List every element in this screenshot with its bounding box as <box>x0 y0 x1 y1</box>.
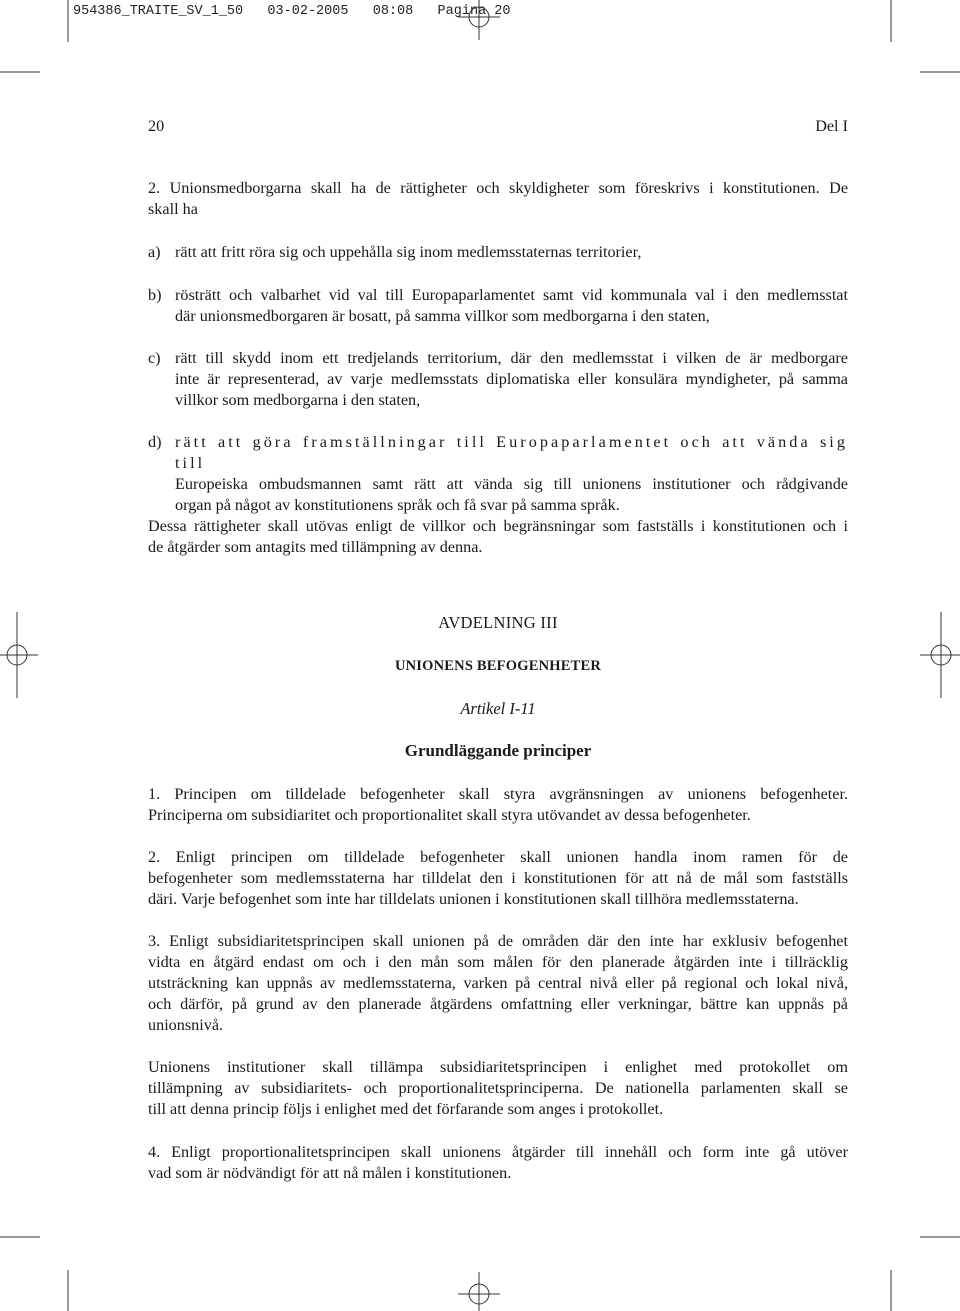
paragraph-line: utsträckning kan uppnås av medlemsstaterna, varken på central nivå eller på regional och lokal nivå, <box>148 974 848 992</box>
list-item-label: c) <box>148 349 161 367</box>
list-item-line: inte är representerad, av varje medlemsstats diplomatiska eller konsulära myndigheter, på samma <box>175 370 848 388</box>
list-item-label: b) <box>148 286 162 304</box>
list-item-label: d) <box>148 433 162 451</box>
paragraph-line: tillämpning av subsidiaritets- och proportionalitetsprinciperna. De nationella parlamenten skall se <box>148 1079 848 1097</box>
article-number: Artikel I-11 <box>460 699 536 718</box>
paragraph-line: skall ha <box>148 200 198 218</box>
list-item-line: rätt att fritt röra sig och uppehålla sig inom medlemsstaternas territorier, <box>175 243 642 261</box>
paragraph-line: 4. Enligt proportionalitetsprincipen skall unionens åtgärder till innehåll och form inte gå utöver <box>148 1143 848 1161</box>
paragraph-line: 2. Enligt principen om tilldelade befogenheter skall unionen handla inom ramen för de <box>148 848 848 866</box>
paragraph-line: till att denna princip följs i enlighet med det förfarande som anges i protokollet. <box>148 1100 664 1118</box>
article-paragraph-2 <box>148 847 848 910</box>
list-item-line: rätt att göra framställningar till Europaparlamentet och att vända sig till <box>175 433 848 472</box>
paragraph-line: Principerna om subsidiaritet och proportionalitet skall styra utövandet av dessa befogenheter. <box>148 806 751 824</box>
paragraph-line: unionsnivå. <box>148 1016 224 1034</box>
paragraph-line: och därför, på grund av den planerade åtgärdens omfattning eller verkningar, bättre kan uppnås på <box>148 995 848 1013</box>
paragraph-line: Unionens institutioner skall tillämpa subsidiaritetsprincipen i enlighet med protokollet om <box>148 1058 848 1076</box>
list-item-label: a) <box>148 243 161 261</box>
paragraph-line: befogenheter som medlemsstaterna har tilldelat den i konstitutionen för att nå de mål som fastställs <box>148 869 848 887</box>
article-paragraph-3 <box>148 931 848 1036</box>
list-item-line: organ på något av konstitutionens språk och få svar på samma språk. <box>175 496 620 514</box>
chapter-title: UNIONENS BEFOGENHETER <box>394 658 602 674</box>
paragraph-line: 2. Unionsmedborgarna skall ha de rättigheter och skyldigheter som föreskrivs i konstitutionen. De <box>148 179 848 197</box>
article-paragraph-1 <box>148 784 848 826</box>
page-number: 20 <box>148 117 165 135</box>
running-header <box>148 116 848 137</box>
paragraph-line: vad som är nödvändigt för att nå målen i konstitutionen. <box>148 1164 512 1182</box>
paragraph-line: de åtgärder som antagits med tillämpning av denna. <box>148 538 483 556</box>
paragraph-line: 1. Principen om tilldelade befogenheter skall styra avgränsningen av unionens befogenheter. <box>148 785 848 803</box>
list-item-line: där unionsmedborgaren är bosatt, på samma villkor som medborgarna i den staten, <box>175 307 710 325</box>
article-paragraph-5 <box>148 1142 848 1184</box>
list-item-line: rätt till skydd inom ett tredjelands territorium, där den medlemsstat i vilken de är medborgare <box>175 349 848 367</box>
list-item-line: Europeiska ombudsmannen samt rätt att vända sig till unionens institutioner och rådgivande <box>175 475 848 493</box>
article-title: Grundläggande principer <box>404 741 592 760</box>
closing-paragraph <box>148 516 848 558</box>
part-label: Del I <box>815 117 848 135</box>
paragraph-line: Dessa rättigheter skall utövas enligt de villkor och begränsningar som fastställs i konstitutionen och i <box>148 517 848 535</box>
print-slug-line: 954386_TRAITE_SV_1_50 03-02-2005 08:08 Pagina 20 <box>73 4 511 19</box>
list-item-line: villkor som medborgarna i den staten, <box>175 391 421 409</box>
paragraph-line: däri. Varje befogenhet som inte har tilldelats unionen i konstitutionen skall tillhöra medlemsstaterna. <box>148 890 799 908</box>
paragraph-2 <box>148 178 848 220</box>
paragraph-line: 3. Enligt subsidiaritetsprincipen skall unionen på de områden där den inte har exklusiv befogenhet <box>148 932 848 950</box>
section-title: AVDELNING III <box>438 613 558 632</box>
list-item-line: rösträtt och valbarhet vid val till Europaparlamentet samt vid kommunala val i den medlemsstat <box>175 286 848 304</box>
paragraph-line: vidta en åtgärd endast om och i den mån som målen för den planerade åtgärden inte i tillräcklig <box>148 953 848 971</box>
article-paragraph-4 <box>148 1057 848 1120</box>
